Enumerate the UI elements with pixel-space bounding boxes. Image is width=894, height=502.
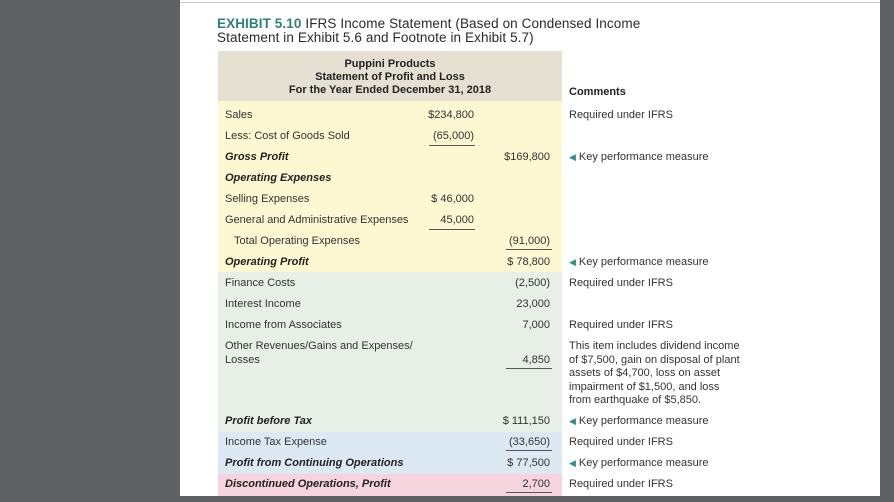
- associates-label: Income from Associates: [225, 319, 342, 331]
- gross-profit-label: Gross Profit: [225, 151, 289, 163]
- income-tax-label: Income Tax Expense: [225, 436, 327, 448]
- selling-label: Selling Expenses: [225, 193, 310, 205]
- arrow-left-icon: ◀: [569, 152, 576, 162]
- finance-costs-comment: Required under IFRS: [569, 277, 673, 289]
- income-tax-underline: [506, 450, 552, 451]
- interest-income-amount: 23,000: [516, 298, 550, 310]
- opex-label: Operating Expenses: [225, 172, 332, 184]
- statement-period: For the Year Ended December 31, 2018: [288, 84, 492, 96]
- arrow-left-icon: ◀: [569, 416, 576, 426]
- continuing-label: Profit from Continuing Operations: [225, 457, 404, 469]
- company-name: Puppini Products: [344, 58, 436, 70]
- exhibit-title-line1: IFRS Income Statement (Based on Condensed Income: [305, 16, 641, 31]
- ga-underline: [429, 229, 475, 230]
- operating-profit-amount: $ 78,800: [507, 256, 550, 268]
- ga-label: General and Administrative Expenses: [225, 214, 409, 226]
- discontinued-amount: 2,700: [522, 478, 550, 490]
- total-opex-amount: (91,000): [509, 235, 550, 247]
- other-label-line1: Other Revenues/Gains and Expenses/: [225, 340, 413, 352]
- other-amount: 4,850: [522, 354, 550, 366]
- income-tax-amount: (33,650): [509, 436, 550, 448]
- total-opex-underline: [506, 249, 552, 250]
- profit-before-tax-amount: $ 111,150: [502, 415, 550, 427]
- statement-name: Statement of Profit and Loss: [315, 71, 465, 83]
- income-tax-comment: Required under IFRS: [569, 436, 673, 448]
- gross-profit-comment: ◀ Key performance measure: [569, 151, 709, 163]
- comments-header: Comments: [569, 86, 626, 98]
- sales-comment: Required under IFRS: [569, 109, 673, 121]
- other-comment-line3: assets of $4,700, loss on asset: [569, 367, 721, 379]
- other-label-line2: Losses: [225, 354, 260, 366]
- exhibit-title-line2: Statement in Exhibit 5.6 and Footnote in Exhibit 5.7): [217, 30, 534, 45]
- top-divider: [180, 2, 880, 3]
- other-comment-line4: impairment of $1,500, and loss: [569, 380, 720, 393]
- other-comment-line1: This item includes dividend income: [569, 340, 740, 352]
- cogs-underline: [429, 145, 475, 146]
- gross-profit-amount: $169,800: [504, 151, 550, 163]
- finance-costs-amount: (2,500): [515, 277, 550, 289]
- arrow-left-icon: ◀: [569, 458, 576, 468]
- other-comment-line2: of $7,500, gain on disposal of plant: [569, 353, 740, 366]
- document-page: [180, 0, 880, 496]
- statement-header: [218, 51, 562, 101]
- total-opex-label: Total Operating Expenses: [234, 235, 360, 247]
- sales-label: Sales: [225, 109, 253, 121]
- operating-profit-comment: ◀ Key performance measure: [569, 256, 709, 268]
- exhibit-title: [217, 17, 640, 45]
- ga-amount: 45,000: [440, 214, 474, 226]
- associates-amount: 7,000: [522, 319, 550, 331]
- profit-before-tax-label: Profit before Tax: [225, 415, 312, 427]
- discontinued-label: Discontinued Operations, Profit: [225, 478, 391, 490]
- cogs-amount: (65,000): [433, 130, 474, 142]
- exhibit-number: EXHIBIT 5.10: [217, 16, 302, 31]
- cogs-label: Less: Cost of Goods Sold: [225, 130, 350, 142]
- continuing-amount: $ 77,500: [507, 457, 550, 469]
- discontinued-comment: Required under IFRS: [569, 478, 673, 490]
- interest-income-label: Interest Income: [225, 298, 301, 310]
- continuing-comment: ◀ Key performance measure: [569, 457, 709, 469]
- finance-costs-label: Finance Costs: [225, 277, 296, 289]
- discontinued-underline: [506, 492, 552, 493]
- profit-before-tax-comment: ◀ Key performance measure: [569, 415, 709, 427]
- associates-comment: Required under IFRS: [569, 319, 673, 331]
- operating-profit-label: Operating Profit: [225, 256, 309, 268]
- other-comment-line5: from earthquake of $5,850.: [569, 394, 702, 406]
- other-underline: [506, 368, 552, 369]
- sales-amount: $234,800: [428, 109, 474, 121]
- selling-amount: $ 46,000: [431, 193, 474, 205]
- arrow-left-icon: ◀: [569, 257, 576, 267]
